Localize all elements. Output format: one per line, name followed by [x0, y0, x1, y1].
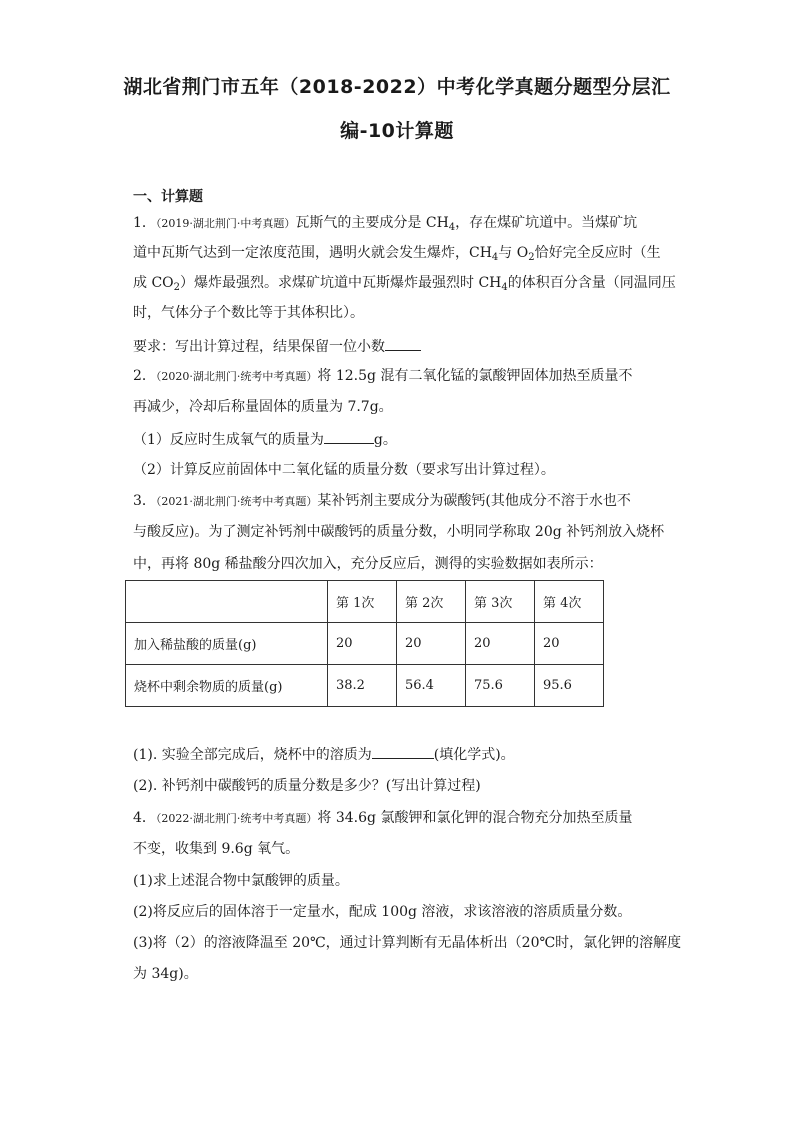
q1-requirement: 要求：写出计算过程，结果保留一位小数 [133, 336, 421, 357]
q2-part2: （2）计算反应前固体中二氧化锰的质量分数（要求写出计算过程）。 [133, 462, 555, 478]
table-cell: 20 [466, 623, 535, 665]
q1-line4: 时，气体分子个数比等于其体积比）。 [133, 305, 364, 321]
table-header-row [126, 581, 604, 623]
q1-line2: 道中瓦斯气达到一定浓度范围，遇明火就会发生爆炸，$CH_4$与 $O_2$恰好完全反应时（生 [133, 245, 661, 263]
q3-line1: 3．（2021·湖北荆门·统考中考真题）某补钙剂主要成分为碳酸钙(其他成分不溶于水也不 [133, 493, 631, 509]
q3-part2: (2). 补钙剂中碳酸钙的质量分数是多少？(写出计算过程) [133, 778, 481, 794]
q3-data-table [125, 580, 604, 707]
q4-part1: (1)求上述混合物中氯酸钾的质量。 [133, 873, 349, 889]
table-cell: 95.6 [535, 665, 604, 707]
table-cell: 38.2 [328, 665, 397, 707]
q3-number: 3． [133, 493, 156, 509]
q1-answer-blank[interactable] [385, 336, 421, 351]
table-cell: 加入稀盐酸的质量(g) [126, 623, 328, 665]
table-cell: 20 [328, 623, 397, 665]
table-cell: 烧杯中剩余物质的质量(g) [126, 665, 328, 707]
q2-line1: 2．（2020·湖北荆门·统考中考真题）将 12.5g 混有二氧化锰的氯酸钾固体加热至质量不 [133, 368, 633, 384]
q2-number: 2． [133, 368, 156, 384]
q4-part3-line1: (3)将（2）的溶液降温至 20℃，通过计算判断有无晶体析出（20℃时，氯化钾的溶解度 [133, 935, 682, 951]
q4-number: 4． [133, 810, 156, 826]
table-cell: 75.6 [466, 665, 535, 707]
q3-part1-blank[interactable] [372, 744, 434, 759]
table-row [126, 665, 604, 707]
q1-number: 1． [133, 215, 156, 231]
q2-part1: （1）反应时生成氧气的质量为 g。 [133, 429, 397, 450]
q1-source: （2019·湖北荆门·中考真题） [155, 217, 296, 230]
q4-line1: 4．（2022·湖北荆门·统考中考真题）将 34.6g 氯酸钾和氯化钾的混合物充分加热至质量 [133, 810, 633, 826]
document-title-line1: 湖北省荆门市五年（2018-2022）中考化学真题分题型分层汇 [123, 76, 671, 98]
q4-line2: 不变，收集到 9.6g 氧气。 [133, 841, 300, 857]
table-header-cell: 第 1次 [328, 581, 397, 623]
q4-part3-line2: 为 34g)。 [133, 966, 198, 982]
table-header-cell: 第 4次 [535, 581, 604, 623]
section-heading: 一、计算题 [133, 189, 203, 205]
document-title-line2: 编-10计算题 [340, 120, 454, 142]
table-header-cell: 第 2次 [397, 581, 466, 623]
table-row [126, 623, 604, 665]
table-cell: 20 [535, 623, 604, 665]
q4-part2: (2)将反应后的固体溶于一定量水，配成 100g 溶液，求该溶液的溶质质量分数。 [133, 904, 632, 920]
q1-line1: 1．（2019·湖北荆门·中考真题）瓦斯气的主要成分是 $CH_4$，存在煤矿坑道中。当煤矿坑 [133, 215, 638, 233]
q4-source: （2022·湖北荆门·统考中考真题） [155, 812, 318, 825]
q1-line3: 成 $CO_2$）爆炸最强烈。求煤矿坑道中瓦斯爆炸最强烈时 $CH_4$的体积百分含量（同温同压 [133, 275, 676, 293]
q2-line2: 再减少，冷却后称量固体的质量为 7.7g。 [133, 399, 393, 415]
q3-part1: (1). 实验全部完成后，烧杯中的溶质为 (填化学式)。 [133, 744, 515, 765]
table-header-cell [126, 581, 328, 623]
q3-line2: 与酸反应)。为了测定补钙剂中碳酸钙的质量分数，小明同学称取 20g 补钙剂放入烧杯 [133, 524, 665, 540]
q3-source: （2021·湖北荆门·统考中考真题） [155, 495, 318, 508]
q3-line3: 中，再将 80g 稀盐酸分四次加入，充分反应后，测得的实验数据如表所示： [133, 556, 603, 572]
table-cell: 20 [397, 623, 466, 665]
table-header-cell: 第 3次 [466, 581, 535, 623]
q2-source: （2020·湖北荆门·统考中考真题） [155, 370, 318, 383]
table-cell: 56.4 [397, 665, 466, 707]
q2-part1-blank[interactable] [324, 429, 374, 444]
